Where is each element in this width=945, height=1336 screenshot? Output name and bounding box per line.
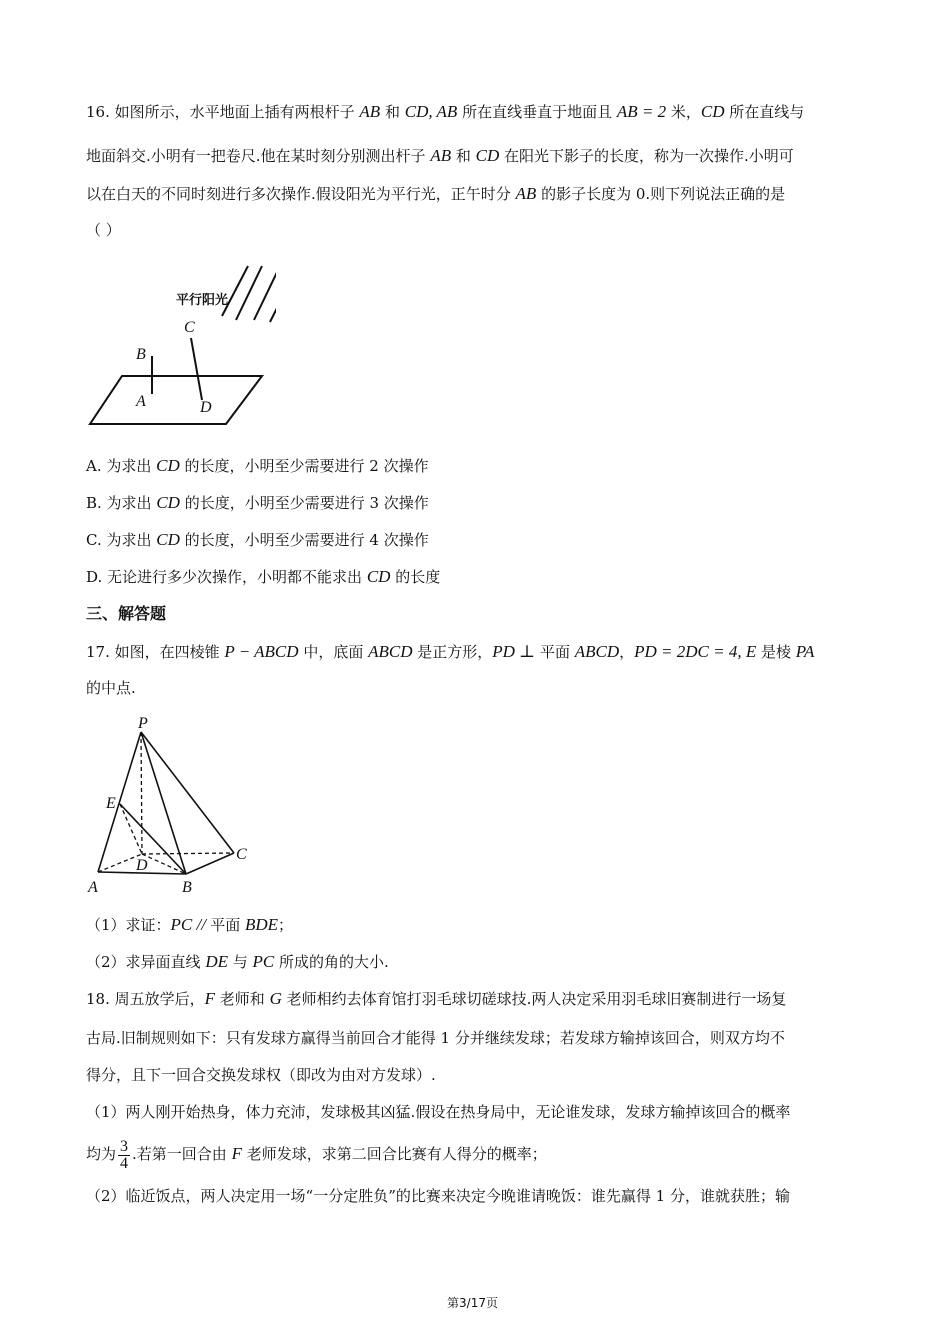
q17-line-1: 17. 如图，在四棱锥 P − ABCD 中，底面 ABCD 是正方形，PD ⊥ 平面 ABCD，PD = 2DC = 4, E 是棱 PA: [86, 642, 815, 661]
math-AB-eq-2: AB = 2: [616, 102, 667, 121]
label-D: D: [136, 857, 148, 874]
q18-line-6: （2）临近饭点，两人决定用一场“一分定胜负”的比赛来决定今晚谁请晚饭：谁先赢得 1 分，谁就获胜；输: [86, 1187, 790, 1205]
label-D: D: [200, 399, 212, 416]
q18-line-1: 18. 周五放学后，F 老师和 G 老师相约去体育馆打羽毛球切磋球技.两人决定采用羽毛球旧赛制进行一场复: [86, 989, 787, 1008]
page-number: 第3/17页: [447, 1296, 498, 1310]
q16-line-2: 地面斜交.小明有一把卷尺.他在某时刻分别测出杆子 AB 和 CD 在阳光下影子的长度，称为一次操作.小明可: [86, 146, 794, 165]
q17-part-2: （2）求异面直线 DE 与 PC 所成的角的大小.: [86, 952, 389, 971]
label-A: A: [88, 879, 98, 896]
label-A: A: [136, 393, 146, 410]
q16-option-a: A. 为求出 CD 的长度，小明至少需要进行 2 次操作: [86, 456, 429, 475]
label-C: C: [236, 846, 247, 863]
q16-option-c: C. 为求出 CD 的长度，小明至少需要进行 4 次操作: [86, 530, 429, 549]
pole-CD: [191, 338, 202, 400]
math-CD: CD: [700, 102, 725, 121]
q16-option-d: D. 无论进行多少次操作，小明都不能求出 CD 的长度: [86, 567, 441, 586]
label-B: B: [136, 346, 146, 363]
math-CD-AB: CD, AB: [404, 102, 458, 121]
ground-plane: [90, 376, 262, 424]
q17-part-1: （1）求证：PC // 平面 BDE；: [86, 915, 294, 934]
q18-line-4: （1）两人刚开始热身，体力充沛，发球极其凶猛.假设在热身局中，无论谁发球，发球方输掉该回合的概率: [86, 1103, 791, 1121]
label-P: P: [138, 715, 148, 732]
math-AB: AB: [359, 102, 381, 121]
fraction-3-4: $\frac{3}{4}$: [120, 1137, 129, 1172]
q16-answer-parens: （ ）: [86, 221, 121, 239]
section-heading-3: 三、解答题: [86, 604, 167, 623]
q16-option-b: B. 为求出 CD 的长度，小明至少需要进行 3 次操作: [86, 493, 429, 512]
q16-line-3: 以在白天的不同时刻进行多次操作.假设阳光为平行光，正午时分 AB 的影子长度为 0.则下列说法正确的是: [86, 184, 786, 203]
q18-line-3: 得分，且下一回合交换发球权（即改为由对方发球）.: [86, 1066, 436, 1084]
sun-ray-1: [222, 266, 248, 316]
label-B: B: [182, 879, 192, 896]
q17-figure: [86, 712, 266, 902]
label-C: C: [184, 319, 195, 336]
q16-figure: [86, 258, 276, 428]
q17-line-2: 的中点.: [86, 679, 136, 697]
sun-label: 平行阳光: [176, 293, 229, 308]
q18-line-5: 均为 $\frac{3}{4}$ .若第一回合由 F 老师发球，求第二回合比赛有人得分的概率；: [86, 1137, 547, 1172]
q18-line-2: 古局.旧制规则如下：只有发球方赢得当前回合才能得 1 分并继续发球；若发球方输掉该回合，则双方均不: [86, 1029, 785, 1047]
label-E: E: [106, 795, 116, 812]
q16-line-1: 16. 如图所示，水平地面上插有两根杆子 AB 和 CD, AB 所在直线垂直于地面且 AB = 2 米，CD 所在直线与: [86, 102, 805, 121]
